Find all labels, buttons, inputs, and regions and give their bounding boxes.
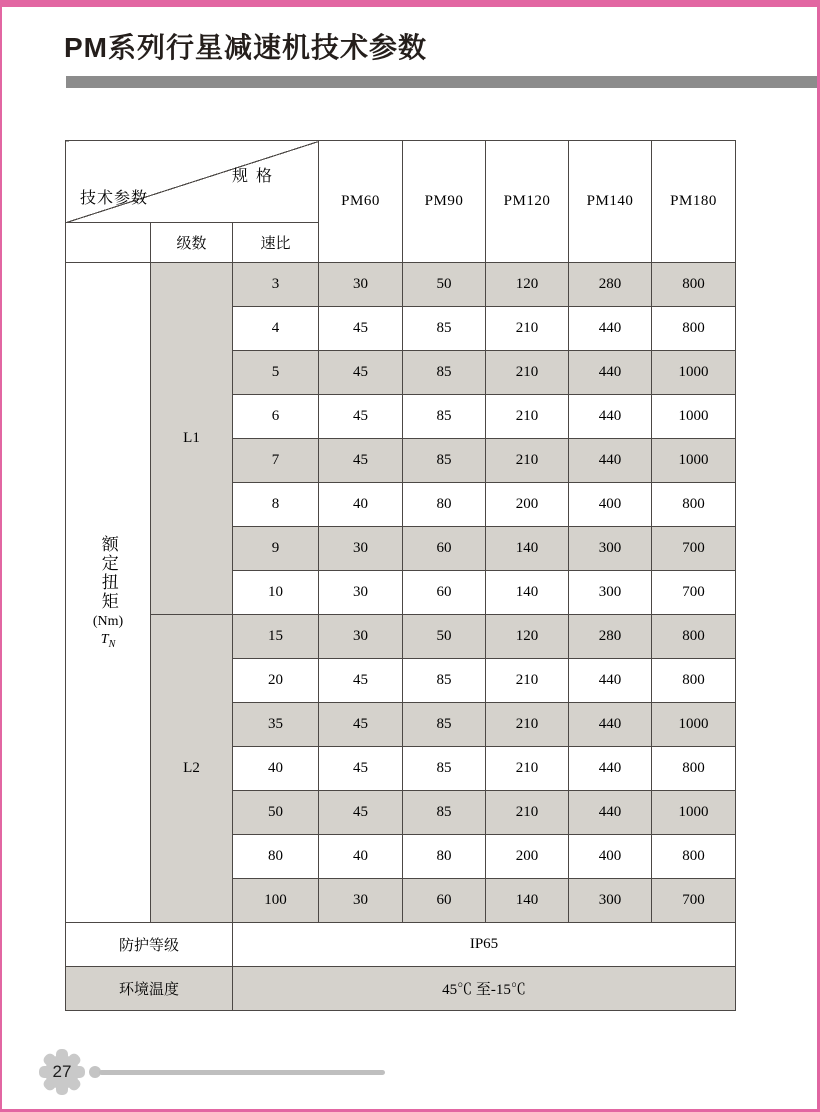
value-cell: 280 — [569, 615, 652, 659]
ratio-header: 速比 — [233, 223, 319, 263]
value-cell: 140 — [486, 571, 569, 615]
protection-value: IP65 — [233, 923, 736, 967]
ratio-cell: 8 — [233, 483, 319, 527]
value-cell: 1000 — [652, 703, 736, 747]
value-cell: 280 — [569, 263, 652, 307]
page-number-badge — [38, 1048, 86, 1096]
value-cell: 440 — [569, 351, 652, 395]
ratio-cell: 15 — [233, 615, 319, 659]
value-cell: 700 — [652, 527, 736, 571]
ratio-cell: 10 — [233, 571, 319, 615]
ratio-cell: 20 — [233, 659, 319, 703]
value-cell: 700 — [652, 571, 736, 615]
temperature-value: 45℃ 至-15℃ — [233, 967, 736, 1011]
model-header-pm90: PM90 — [403, 141, 486, 263]
model-header-pm60: PM60 — [319, 141, 403, 263]
value-cell: 60 — [403, 879, 486, 923]
ratio-cell: 6 — [233, 395, 319, 439]
value-cell: 800 — [652, 747, 736, 791]
torque-symbol: $T_N$ — [100, 631, 116, 650]
value-cell: 800 — [652, 263, 736, 307]
page-number: 27 — [52, 1062, 72, 1081]
value-cell: 210 — [486, 703, 569, 747]
ratio-cell: 80 — [233, 835, 319, 879]
value-cell: 85 — [403, 703, 486, 747]
value-cell: 30 — [319, 527, 403, 571]
value-cell: 30 — [319, 571, 403, 615]
value-cell: 440 — [569, 307, 652, 351]
ratio-cell: 5 — [233, 351, 319, 395]
value-cell: 85 — [403, 351, 486, 395]
ratio-cell: 40 — [233, 747, 319, 791]
value-cell: 440 — [569, 439, 652, 483]
torque-label-cell — [66, 263, 151, 923]
value-cell: 120 — [486, 263, 569, 307]
value-cell: 45 — [319, 351, 403, 395]
value-cell: 40 — [319, 835, 403, 879]
footer-rule-line — [99, 1070, 385, 1075]
value-cell: 1000 — [652, 395, 736, 439]
value-cell: 800 — [652, 615, 736, 659]
value-cell: 140 — [486, 527, 569, 571]
spec-header-label: 规 格 — [232, 168, 275, 185]
value-cell: 440 — [569, 703, 652, 747]
value-cell: 440 — [569, 659, 652, 703]
value-cell: 60 — [403, 571, 486, 615]
value-cell: 85 — [403, 659, 486, 703]
value-cell: 85 — [403, 791, 486, 835]
value-cell: 120 — [486, 615, 569, 659]
value-cell: 800 — [652, 835, 736, 879]
ratio-cell: 7 — [233, 439, 319, 483]
value-cell: 1000 — [652, 439, 736, 483]
value-cell: 210 — [486, 791, 569, 835]
value-cell: 85 — [403, 307, 486, 351]
value-cell: 210 — [486, 351, 569, 395]
value-cell: 400 — [569, 483, 652, 527]
page-title: PM系列行星减速机技术参数 — [64, 32, 428, 63]
value-cell: 1000 — [652, 351, 736, 395]
stage-cell-l2: L2 — [151, 615, 233, 923]
value-cell: 800 — [652, 483, 736, 527]
value-cell: 30 — [319, 263, 403, 307]
value-cell: 60 — [403, 527, 486, 571]
value-cell: 40 — [319, 483, 403, 527]
value-cell: 45 — [319, 747, 403, 791]
value-cell: 300 — [569, 879, 652, 923]
model-header-pm120: PM120 — [486, 141, 569, 263]
diagonal-header-cell — [66, 141, 319, 223]
value-cell: 80 — [403, 835, 486, 879]
ratio-cell: 100 — [233, 879, 319, 923]
value-cell: 30 — [319, 615, 403, 659]
value-cell: 210 — [486, 395, 569, 439]
ratio-cell: 35 — [233, 703, 319, 747]
protection-label: 防护等级 — [66, 923, 233, 967]
value-cell: 300 — [569, 527, 652, 571]
value-cell: 200 — [486, 835, 569, 879]
value-cell: 440 — [569, 395, 652, 439]
model-header-pm140: PM140 — [569, 141, 652, 263]
value-cell: 700 — [652, 879, 736, 923]
frame-left — [0, 0, 2, 1112]
tech-params-label: 技术参数 — [80, 190, 149, 207]
ratio-cell: 4 — [233, 307, 319, 351]
ratio-cell: 3 — [233, 263, 319, 307]
temperature-label: 环境温度 — [66, 967, 233, 1011]
value-cell: 140 — [486, 879, 569, 923]
value-cell: 45 — [319, 439, 403, 483]
title-underline-bar — [66, 76, 817, 88]
frame-top — [0, 0, 820, 7]
value-cell: 210 — [486, 659, 569, 703]
value-cell: 45 — [319, 791, 403, 835]
value-cell: 210 — [486, 307, 569, 351]
value-cell: 50 — [403, 263, 486, 307]
ratio-cell: 9 — [233, 527, 319, 571]
value-cell: 50 — [403, 615, 486, 659]
value-cell: 400 — [569, 835, 652, 879]
model-header-pm180: PM180 — [652, 141, 736, 263]
value-cell: 210 — [486, 747, 569, 791]
value-cell: 45 — [319, 307, 403, 351]
value-cell: 800 — [652, 659, 736, 703]
value-cell: 1000 — [652, 791, 736, 835]
value-cell: 200 — [486, 483, 569, 527]
torque-unit: (Nm) — [92, 613, 124, 629]
value-cell: 300 — [569, 571, 652, 615]
value-cell: 210 — [486, 439, 569, 483]
ratio-cell: 50 — [233, 791, 319, 835]
torque-label-vertical: 额定扭矩 — [98, 534, 118, 611]
value-cell: 85 — [403, 747, 486, 791]
value-cell: 800 — [652, 307, 736, 351]
value-cell: 80 — [403, 483, 486, 527]
stage-cell-l1: L1 — [151, 263, 233, 615]
value-cell: 45 — [319, 659, 403, 703]
stage-header: 级数 — [151, 223, 233, 263]
value-cell: 85 — [403, 395, 486, 439]
value-cell: 45 — [319, 395, 403, 439]
value-cell: 45 — [319, 703, 403, 747]
value-cell: 440 — [569, 747, 652, 791]
spec-table — [65, 140, 736, 1011]
empty-header-cell — [66, 223, 151, 263]
value-cell: 440 — [569, 791, 652, 835]
value-cell: 85 — [403, 439, 486, 483]
value-cell: 30 — [319, 879, 403, 923]
